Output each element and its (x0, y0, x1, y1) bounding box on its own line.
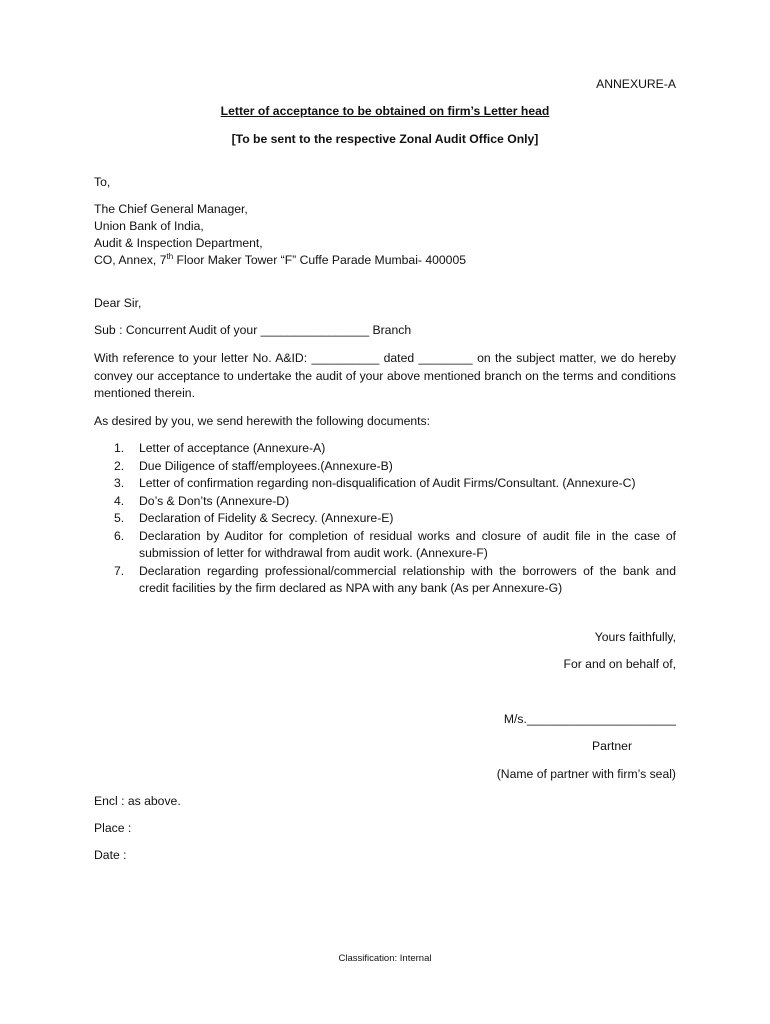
annexure-label: ANNEXURE-A (596, 77, 676, 91)
list-item-number: 4. (114, 493, 125, 508)
address-line-2: Union Bank of India, (94, 219, 204, 233)
closing-on-behalf: For and on behalf of, (563, 657, 676, 671)
list-item (94, 493, 676, 511)
address-line-1: The Chief General Manager, (94, 202, 248, 216)
partner-note: (Name of partner with firm’s seal) (496, 767, 676, 781)
documents-list (94, 440, 676, 598)
list-item (94, 440, 676, 458)
place-field: Place : (94, 821, 132, 835)
list-item-text: Declaration of Fidelity & Secrecy. (Annexure-E) (139, 511, 394, 525)
firm-name-blank: M/s.______________________ (503, 712, 676, 726)
address-line-4-superscript: th (166, 251, 174, 261)
list-item-number: 5. (114, 511, 125, 525)
enclosure-line: Encl : as above. (94, 794, 181, 808)
list-item-number: 6. (114, 528, 125, 543)
list-item (94, 528, 676, 563)
recipient-to: To, (94, 175, 111, 189)
subject-line: Sub : Concurrent Audit of your ________________ Branch (94, 323, 412, 337)
list-item-number: 2. (114, 458, 125, 473)
document-title: Letter of acceptance to be obtained on firm’s Letter head (220, 104, 550, 118)
list-item-number: 1. (114, 441, 125, 455)
date-field: Date : (94, 848, 127, 862)
documents-intro: As desired by you, we send herewith the following documents: (94, 414, 431, 428)
list-item-number: 3. (114, 476, 125, 490)
address-line-3: Audit & Inspection Department, (94, 236, 263, 250)
classification-footer: Classification: Internal (338, 953, 432, 964)
list-item (94, 458, 676, 476)
list-item-text: Due Diligence of staff/employees.(Annexure-B) (139, 458, 393, 473)
recipient-address (94, 201, 466, 269)
list-item-text: Letter of acceptance (Annexure-A) (139, 441, 326, 455)
list-item-text: Letter of confirmation regarding non-disqualification of Audit Firms/Consultant. (Annexure-C) (139, 476, 636, 490)
closing-yours-faithfully: Yours faithfully, (594, 630, 676, 644)
list-item (94, 475, 676, 493)
address-line-4-start: CO, Annex, 7 (94, 253, 167, 267)
list-item-text: Declaration by Auditor for completion of residual works and closure of audit file in the case of submission of letter for withdrawal from audit work. (Annexure-F) (139, 528, 676, 560)
list-item-text: Declaration regarding professional/commercial relationship with the borrowers of the bank and credit facilities by the firm declared as NPA with any bank (As per Annexure-G) (139, 563, 676, 595)
reference-paragraph: With reference to your letter No. A&ID: __________ dated ________ on the subject matter, we do hereby convey our acceptance to undertake the audit of your above mentioned branch on the terms and conditions mentioned therein. (94, 351, 676, 400)
list-item (94, 510, 676, 528)
partner-label: Partner (592, 739, 632, 753)
list-item-text: Do’s & Don’ts (Annexure-D) (139, 493, 290, 508)
salutation: Dear Sir, (94, 296, 142, 310)
address-line-4-end: Floor Maker Tower “F” Cuffe Parade Mumbai- 400005 (173, 253, 467, 267)
list-item-number: 7. (114, 563, 125, 578)
document-subtitle: [To be sent to the respective Zonal Audit Office Only] (231, 132, 539, 146)
list-item (94, 563, 676, 598)
address-line-4 (94, 252, 466, 269)
